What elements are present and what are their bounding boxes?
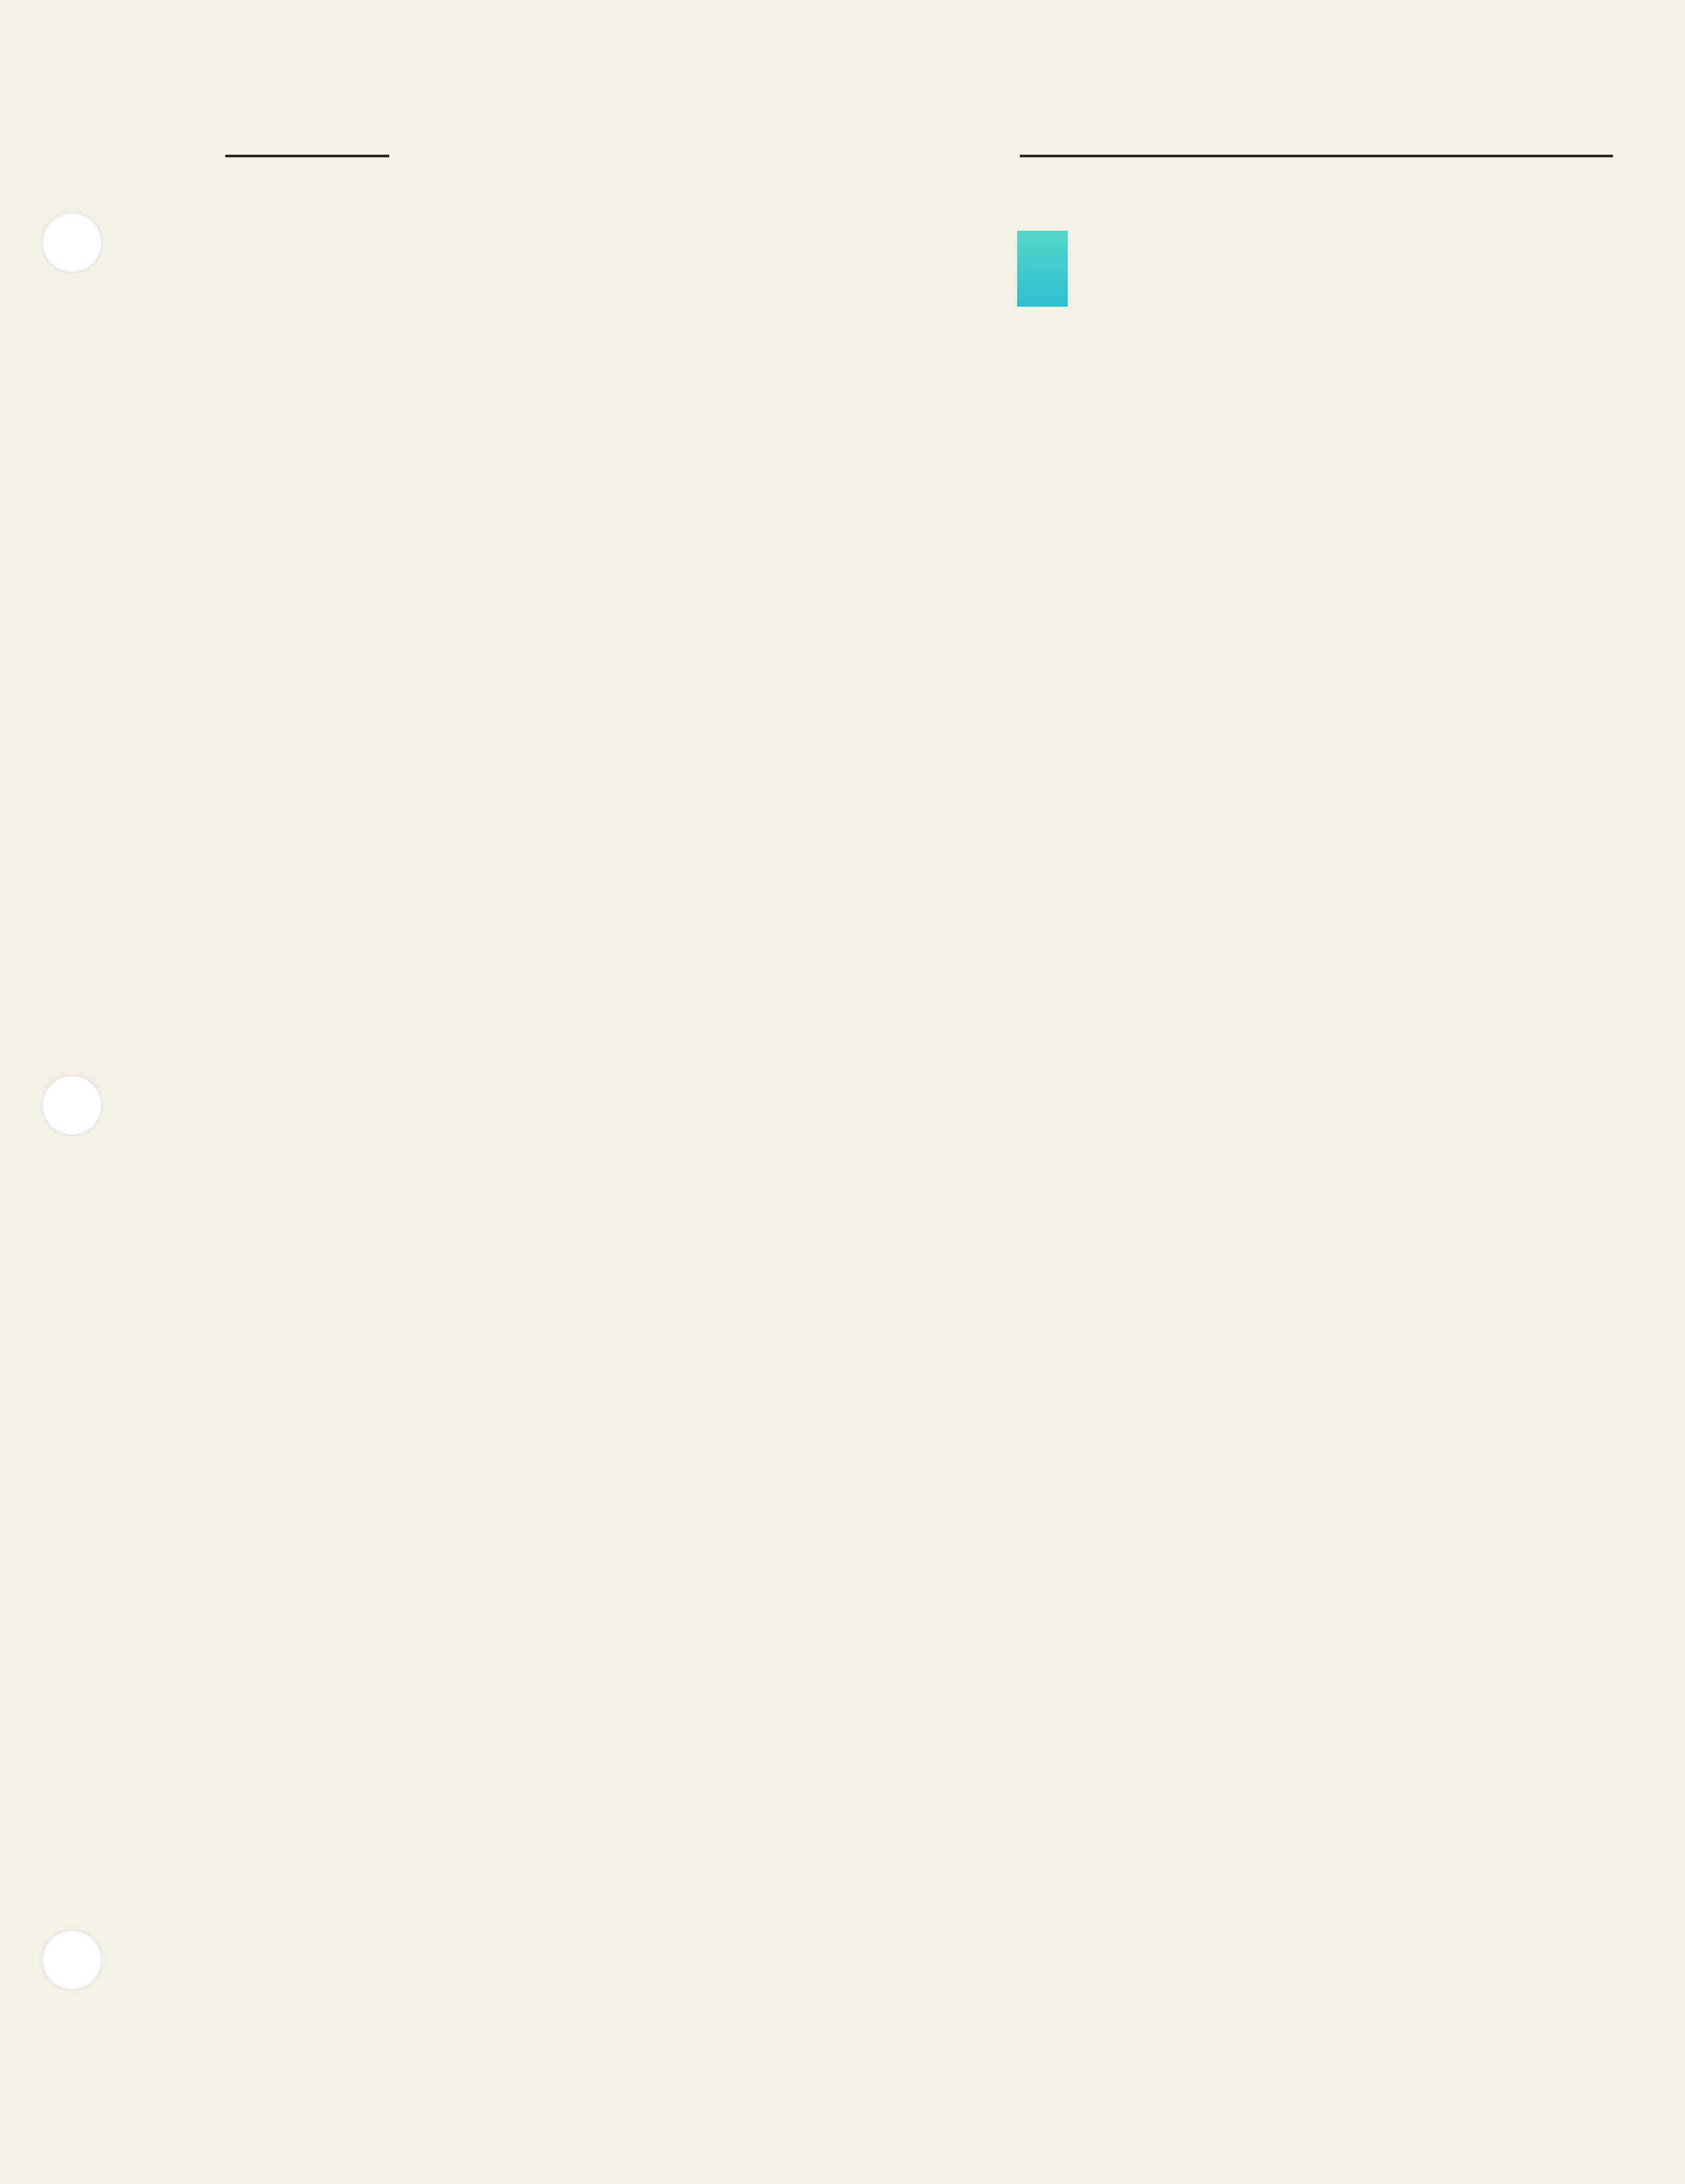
highlight-swatch — [1017, 231, 1068, 307]
